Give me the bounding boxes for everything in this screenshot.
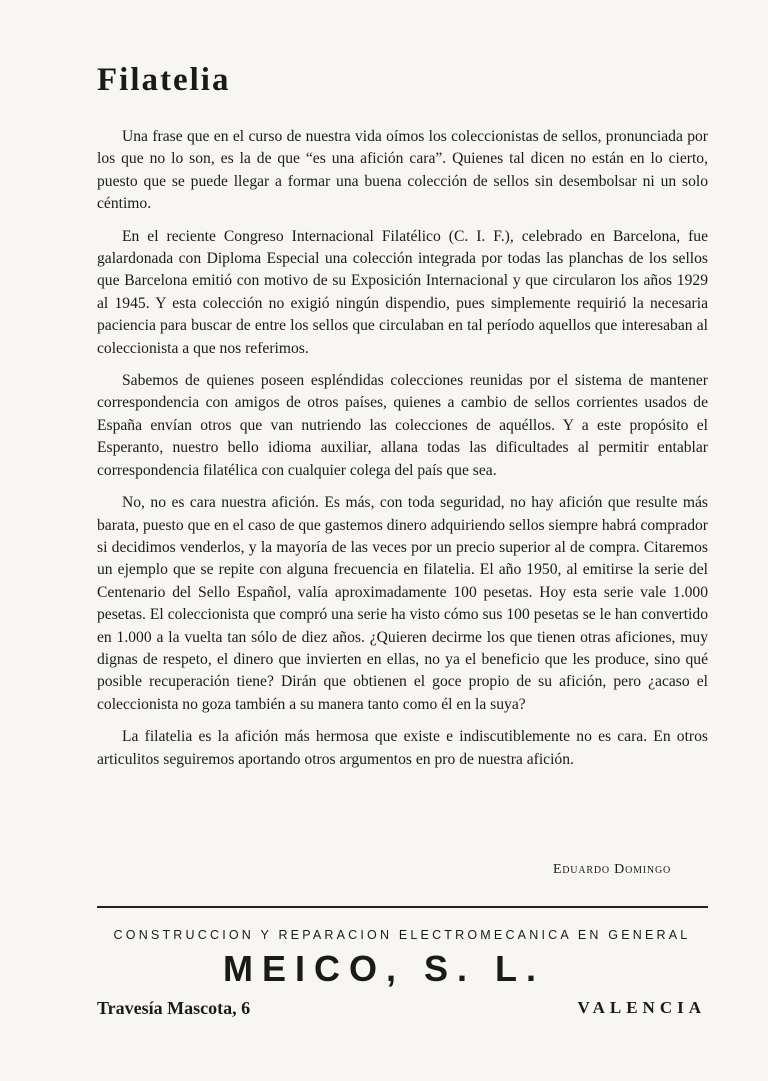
ad-company-name: MEICO, S. L.: [222, 948, 545, 989]
ad-tagline: CONSTRUCCION Y REPARACION ELECTROMECANICA EN GENERAL: [113, 928, 691, 942]
article-paragraph: Sabemos de quienes poseen espléndidas colecciones reunidas por el sistema de mantener correspondencia con amigos de otros países, quienes a cambio de sellos corrientes usados de España envían otros que van nutriendo las colecciones de aquéllos. Y a este propósito el Esperanto, nuestro bello idioma auxiliar, allana todas las dificultades al permitir entablar correspondencia filatélica con cualquier colega del país que sea.: [97, 372, 708, 479]
article-paragraph: No, no es cara nuestra afición. Es más, con toda seguridad, no hay afición que resulte más barata, puesto que en el caso de que gastemos dinero adquiriendo sellos siempre habrá comprador si decidimos venderlos, y la mayoría de las veces por un precio superior al de compra. Citaremos un ejemplo que se repite con alguna frecuencia en filatelia. El año 1950, al emitirse la serie del Centenario del Sello Español, valía aproximadamente 100 pesetas. Hoy esta serie vale 1.000 pesetas. El coleccionista que compró una serie ha visto cómo sus 100 pesetas se le han convertido en 1.000 a la vuelta tan sólo de diez años. ¿Quieren decirme los que tienen otras aficiones, muy dignas de respeto, el dinero que invierten en ellas, no ya el beneficio que les produce, sino qué posible recuperación tiene? Dirán que obtienen el goce propio de su afición, pero ¿acaso el coleccionista no goza también a su manera tanto como él en la suya?: [97, 494, 708, 713]
author-signature: Eduardo Domingo: [552, 862, 671, 877]
article-paragraph: En el reciente Congreso Internacional Filatélico (C. I. F.), celebrado en Barcelona, fue galardonada con Diploma Especial una colección integrada por todas las planchas de los sellos que Barcelona emitió con motivo de su Exposición Internacional y que circularon los años 1929 al 1945. Y esta colección no exigió ningún dispendio, pues simplemente requirió la necesaria paciencia para buscar de entre los sellos que circulaban en tal período aquellos que interesaban al coleccionista a que nos referimos.: [97, 227, 708, 357]
article-paragraph: Una frase que en el curso de nuestra vida oímos los coleccionistas de sellos, pronunciada por los que no lo son, es la de que “es una afición cara”. Quienes tal dicen no están en lo cierto, puesto que se puede llegar a formar una buena colección de sellos sin desembolsar ni un solo céntimo.: [97, 128, 708, 213]
article-paragraph: La filatelia es la afición más hermosa que existe e indiscutiblemente no es cara. En otros articulitos seguiremos aportando otros argumentos en pro de nuestra afición.: [97, 728, 708, 768]
ad-city: VALENCIA: [577, 998, 706, 1017]
article-body: [97, 126, 708, 781]
divider-line: [97, 906, 708, 908]
article-title: Filatelia: [97, 62, 231, 98]
ad-address: Travesía Mascota, 6: [97, 998, 251, 1018]
